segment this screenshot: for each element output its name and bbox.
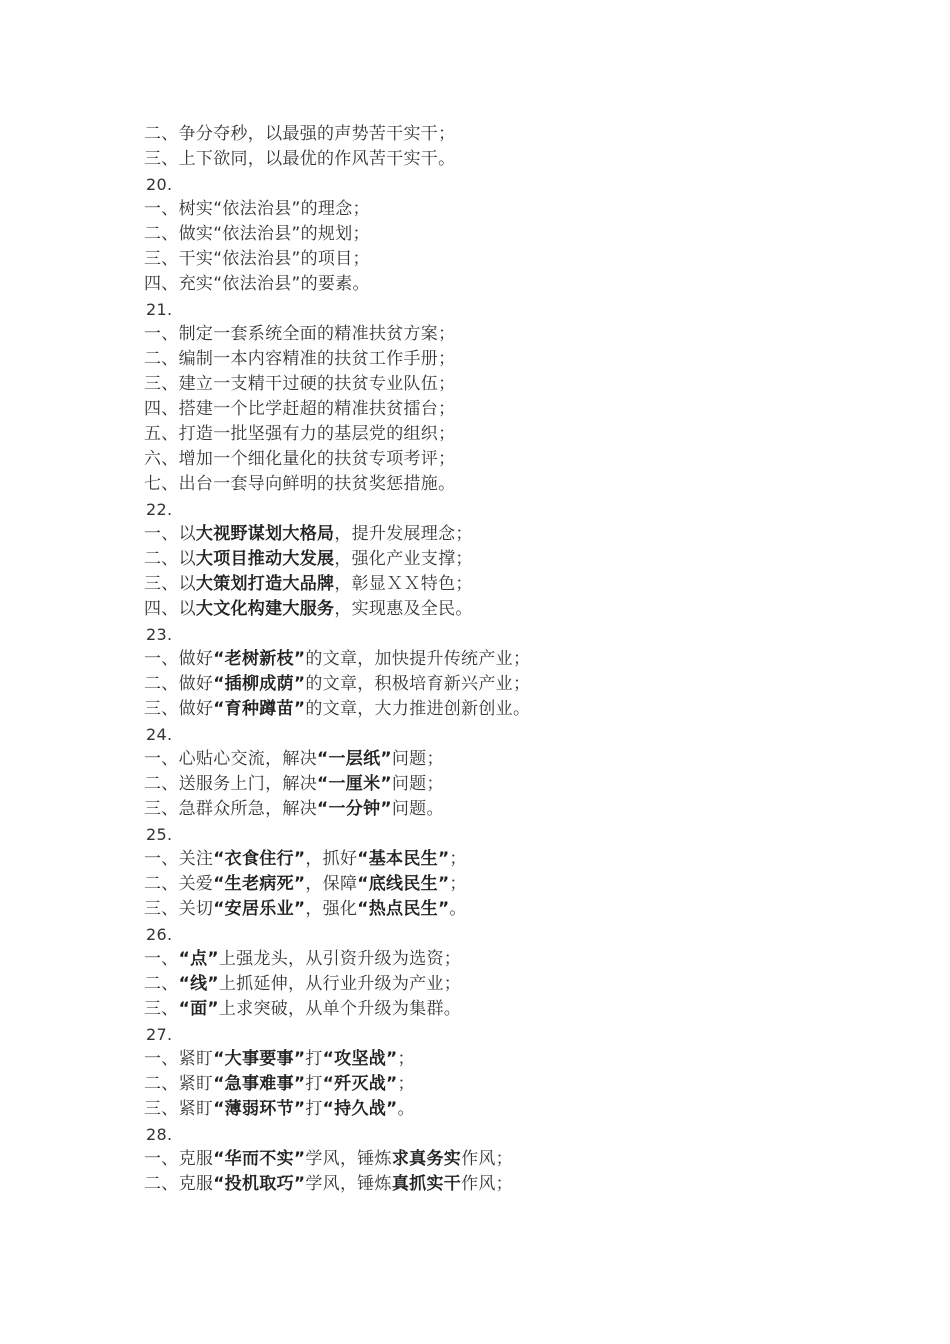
text-segment: 二、做实“依法治县”的规划； xyxy=(144,224,370,244)
text-segment: ； xyxy=(449,849,467,869)
emphasis-text: 求真务实 xyxy=(391,1149,462,1169)
text-segment: 二、以 xyxy=(144,549,196,569)
emphasis-text: “面” xyxy=(178,999,219,1019)
text-segment: 。 xyxy=(449,899,467,919)
text-segment: 四、充实“依法治县”的要素。 xyxy=(144,274,370,294)
emphasis-text: “一分钟” xyxy=(317,799,392,819)
list-item xyxy=(144,1172,904,1197)
text-segment: ，实现惠及全民。 xyxy=(334,599,473,619)
text-segment: ，强化 xyxy=(305,899,358,919)
emphasis-text: “线” xyxy=(178,974,219,994)
text-segment: 三、急群众所急，解决 xyxy=(144,799,317,819)
text-segment: 七、出台一套导向鲜明的扶贫奖惩措施。 xyxy=(144,474,456,494)
section-number xyxy=(144,497,904,522)
text-segment: 打 xyxy=(305,1099,323,1119)
text-segment: 三、紧盯 xyxy=(144,1099,214,1119)
document-body xyxy=(144,122,904,1197)
list-item xyxy=(144,697,904,722)
text-segment: 三、关切 xyxy=(144,899,214,919)
text-segment: 一、紧盯 xyxy=(144,1049,214,1069)
section-number xyxy=(144,297,904,322)
text-segment: 21. xyxy=(146,300,173,319)
list-item xyxy=(144,347,904,372)
section-number xyxy=(144,1122,904,1147)
list-item xyxy=(144,197,904,222)
text-segment: 二、关爱 xyxy=(144,874,214,894)
list-item xyxy=(144,147,904,172)
text-segment: 二、争分夺秒，以最强的声势苦干实干； xyxy=(144,124,456,144)
emphasis-text: “点” xyxy=(178,949,219,969)
text-segment: ； xyxy=(397,1074,415,1094)
emphasis-text: “基本民生” xyxy=(357,849,450,869)
emphasis-text: “育种蹲苗” xyxy=(213,699,306,719)
list-item xyxy=(144,1072,904,1097)
list-item xyxy=(144,572,904,597)
text-segment: 25. xyxy=(146,825,173,844)
text-segment: 二、做好 xyxy=(144,674,214,694)
list-item xyxy=(144,672,904,697)
list-item xyxy=(144,997,904,1022)
list-item xyxy=(144,222,904,247)
text-segment: 打 xyxy=(305,1049,323,1069)
emphasis-text: “一厘米” xyxy=(317,774,392,794)
text-segment: 上强龙头，从引资升级为选资； xyxy=(218,949,462,969)
emphasis-text: 大策划打造大品牌 xyxy=(195,574,335,594)
text-segment: 20. xyxy=(146,175,173,194)
list-item xyxy=(144,947,904,972)
text-segment: 四、搭建一个比学赶超的精准扶贫擂台； xyxy=(144,399,456,419)
text-segment: 三、 xyxy=(144,999,179,1019)
text-segment: 上抓延伸，从行业升级为产业； xyxy=(218,974,462,994)
emphasis-text: “安居乐业” xyxy=(213,899,306,919)
section-number xyxy=(144,1022,904,1047)
text-segment: 的文章，加快提升传统产业； xyxy=(305,649,531,669)
text-segment: 的文章，大力推进创新创业。 xyxy=(305,699,531,719)
list-item xyxy=(144,847,904,872)
list-item xyxy=(144,447,904,472)
list-item xyxy=(144,1047,904,1072)
text-segment: 二、克服 xyxy=(144,1174,214,1194)
text-segment: ，保障 xyxy=(305,874,358,894)
emphasis-text: 大项目推动大发展 xyxy=(195,549,335,569)
emphasis-text: 大文化构建大服务 xyxy=(195,599,335,619)
list-item xyxy=(144,797,904,822)
text-segment: 三、建立一支精干过硬的扶贫专业队伍； xyxy=(144,374,456,394)
section-number xyxy=(144,172,904,197)
text-segment: 24. xyxy=(146,725,173,744)
text-segment: ，提升发展理念； xyxy=(334,524,473,544)
text-segment: 打 xyxy=(305,1074,323,1094)
text-segment: 六、增加一个细化量化的扶贫专项考评； xyxy=(144,449,456,469)
emphasis-text: “底线民生” xyxy=(357,874,450,894)
text-segment: 23. xyxy=(146,625,173,644)
list-item xyxy=(144,272,904,297)
text-segment: ，彰显ＸＸ特色； xyxy=(334,574,473,594)
list-item xyxy=(144,472,904,497)
text-segment: ； xyxy=(397,1049,415,1069)
section-number xyxy=(144,922,904,947)
list-item xyxy=(144,872,904,897)
text-segment: 28. xyxy=(146,1125,173,1144)
list-item xyxy=(144,372,904,397)
list-item xyxy=(144,897,904,922)
text-segment: 学风，锤炼 xyxy=(305,1174,392,1194)
text-segment: 上求突破，从单个升级为集群。 xyxy=(218,999,462,1019)
emphasis-text: “投机取巧” xyxy=(213,1174,306,1194)
list-item xyxy=(144,1147,904,1172)
text-segment: 五、打造一批坚强有力的基层党的组织； xyxy=(144,424,456,444)
list-item xyxy=(144,1097,904,1122)
text-segment: 二、紧盯 xyxy=(144,1074,214,1094)
section-number xyxy=(144,822,904,847)
list-item xyxy=(144,772,904,797)
emphasis-text: 大视野谋划大格局 xyxy=(195,524,335,544)
list-item xyxy=(144,647,904,672)
text-segment: ，抓好 xyxy=(305,849,358,869)
text-segment: 作风； xyxy=(461,1174,513,1194)
text-segment: 作风； xyxy=(461,1149,513,1169)
emphasis-text: “攻坚战” xyxy=(322,1049,398,1069)
text-segment: 一、制定一套系统全面的精准扶贫方案； xyxy=(144,324,456,344)
text-segment: 一、克服 xyxy=(144,1149,214,1169)
text-segment: 问题。 xyxy=(391,799,444,819)
emphasis-text: “插柳成荫” xyxy=(213,674,306,694)
text-segment: 的文章，积极培育新兴产业； xyxy=(305,674,531,694)
text-segment: 三、上下欲同，以最优的作风苦干实干。 xyxy=(144,149,456,169)
text-segment: ，强化产业支撑； xyxy=(334,549,473,569)
text-segment: 二、编制一本内容精准的扶贫工作手册； xyxy=(144,349,456,369)
text-segment: 二、 xyxy=(144,974,179,994)
text-segment: 一、心贴心交流，解决 xyxy=(144,749,317,769)
emphasis-text: “老树新枝” xyxy=(213,649,306,669)
text-segment: 三、干实“依法治县”的项目； xyxy=(144,249,370,269)
section-number xyxy=(144,722,904,747)
text-segment: 学风，锤炼 xyxy=(305,1149,392,1169)
list-item xyxy=(144,522,904,547)
text-segment: 三、做好 xyxy=(144,699,214,719)
list-item xyxy=(144,547,904,572)
list-item xyxy=(144,247,904,272)
text-segment: 26. xyxy=(146,925,173,944)
list-item xyxy=(144,322,904,347)
list-item xyxy=(144,747,904,772)
emphasis-text: “急事难事” xyxy=(213,1074,306,1094)
list-item xyxy=(144,597,904,622)
list-item xyxy=(144,397,904,422)
text-segment: 二、送服务上门，解决 xyxy=(144,774,317,794)
text-segment: 一、以 xyxy=(144,524,196,544)
text-segment: 问题； xyxy=(391,774,444,794)
emphasis-text: “华而不实” xyxy=(213,1149,306,1169)
emphasis-text: 真抓实干 xyxy=(391,1174,462,1194)
text-segment: ； xyxy=(449,874,467,894)
text-segment: 一、 xyxy=(144,949,179,969)
text-segment: 四、以 xyxy=(144,599,196,619)
emphasis-text: “薄弱环节” xyxy=(213,1099,306,1119)
list-item xyxy=(144,122,904,147)
text-segment: 三、以 xyxy=(144,574,196,594)
emphasis-text: “歼灭战” xyxy=(322,1074,398,1094)
list-item xyxy=(144,422,904,447)
text-segment: 27. xyxy=(146,1025,173,1044)
text-segment: 问题； xyxy=(391,749,444,769)
section-number xyxy=(144,622,904,647)
text-segment: 一、树实“依法治县”的理念； xyxy=(144,199,370,219)
text-segment: 22. xyxy=(146,500,173,519)
emphasis-text: “衣食住行” xyxy=(213,849,306,869)
emphasis-text: “一层纸” xyxy=(317,749,392,769)
emphasis-text: “持久战” xyxy=(322,1099,398,1119)
text-segment: 。 xyxy=(397,1099,415,1119)
emphasis-text: “生老病死” xyxy=(213,874,306,894)
text-segment: 一、做好 xyxy=(144,649,214,669)
text-segment: 一、关注 xyxy=(144,849,214,869)
emphasis-text: “大事要事” xyxy=(213,1049,306,1069)
emphasis-text: “热点民生” xyxy=(357,899,450,919)
list-item xyxy=(144,972,904,997)
